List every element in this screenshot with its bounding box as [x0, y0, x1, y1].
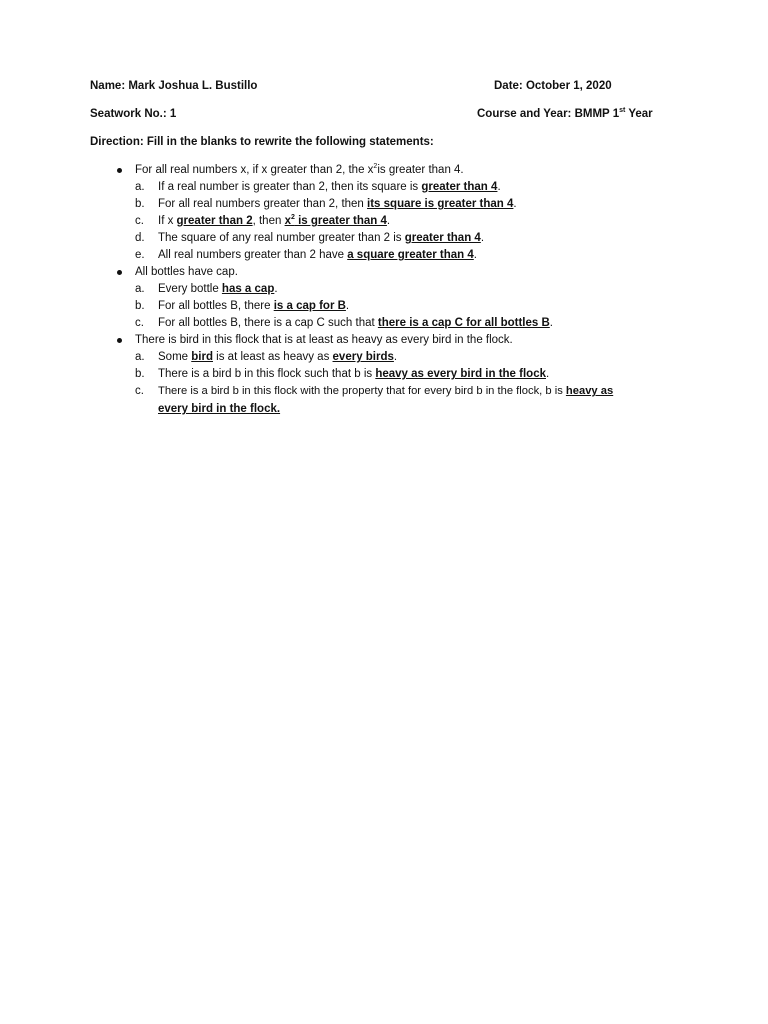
course-year: Course and Year: BMMP 1st Year: [477, 107, 653, 120]
sub-letter: e.: [135, 249, 145, 261]
sub-letter: c.: [135, 385, 144, 397]
sub-letter: b.: [135, 368, 145, 380]
bullet-icon: [117, 168, 122, 173]
sub-letter: d.: [135, 232, 145, 244]
answer-3c-continued: every bird in the flock.: [158, 403, 281, 415]
seatwork-number: Seatwork No.: 1: [90, 108, 177, 120]
statement-3: There is bird in this flock that is at least as heavy as every bird in the flock.: [135, 334, 513, 346]
direction-text: Direction: Fill in the blanks to rewrite the following statements:: [90, 136, 434, 148]
sub-letter: a.: [135, 181, 145, 193]
answer-1b: For all real numbers greater than 2, then its square is greater than 4.: [158, 198, 517, 210]
statement-1: For all real numbers x, if x greater than 2, the $x^2is$ greater than 4.: [135, 163, 464, 176]
answer-3c: There is a bird b in this flock with the property that for every bird b in the flock, b is heavy as: [158, 385, 614, 397]
answer-2a: Every bottle has a cap.: [158, 283, 278, 295]
bullet-icon: [117, 338, 122, 343]
answer-1e: All real numbers greater than 2 have a square greater than 4.: [158, 249, 477, 261]
student-name: Name: Mark Joshua L. Bustillo: [90, 80, 258, 92]
answer-2c: For all bottles B, there is a cap C such that there is a cap C for all bottles B.: [158, 317, 553, 329]
sub-letter: a.: [135, 351, 145, 363]
sub-letter: c.: [135, 317, 144, 329]
answer-1d: The square of any real number greater than 2 is greater than 4.: [158, 232, 485, 244]
answer-3a: Some bird is at least as heavy as every birds.: [158, 351, 398, 363]
bullet-icon: [117, 270, 122, 275]
sub-letter: a.: [135, 283, 145, 295]
answer-1c: If x greater than 2, then $x^2$ is greater than 4.: [158, 214, 391, 227]
answer-2b: For all bottles B, there is a cap for B.: [158, 300, 350, 312]
answer-1a: If a real number is greater than 2, then its square is greater than 4.: [158, 181, 501, 193]
sub-letter: b.: [135, 300, 145, 312]
statement-2: All bottles have cap.: [135, 266, 238, 278]
sub-letter: b.: [135, 198, 145, 210]
sub-letter: c.: [135, 215, 144, 227]
answer-3b: There is a bird b in this flock such that b is heavy as every bird in the flock.: [158, 368, 550, 380]
date-field: Date: October 1, 2020: [494, 80, 612, 92]
